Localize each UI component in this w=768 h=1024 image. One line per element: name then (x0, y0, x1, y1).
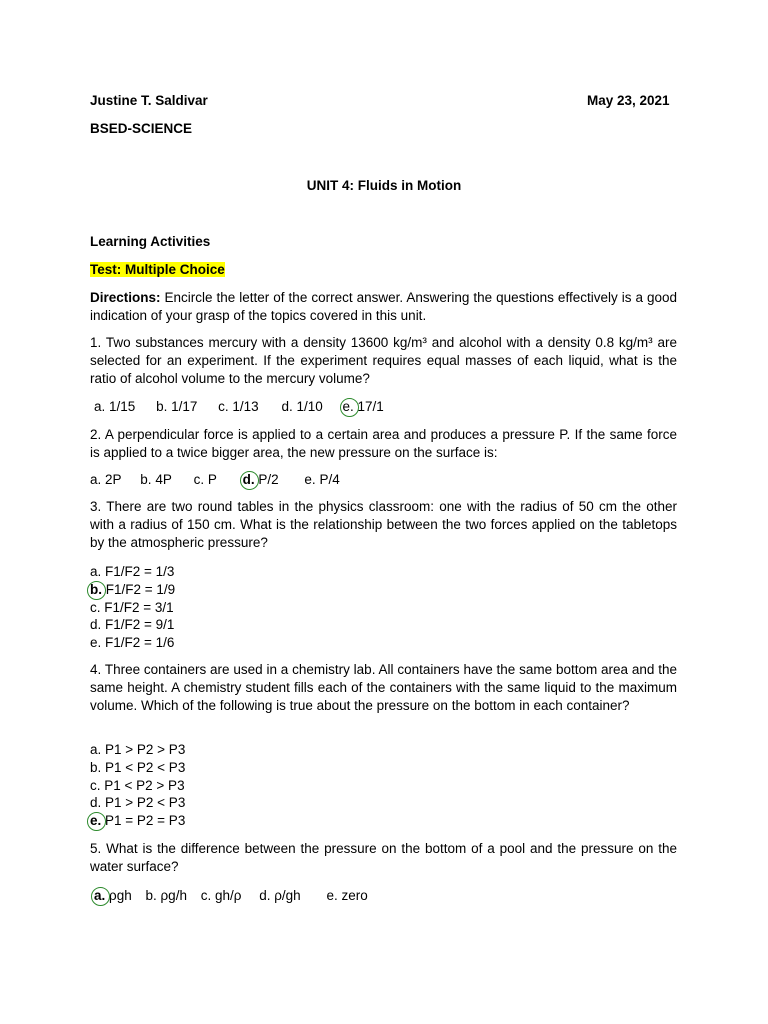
option-d[interactable]: d. P1 > P2 < P3 (90, 795, 186, 811)
option-c[interactable]: c. F1/F2 = 3/1 (90, 599, 174, 615)
option-b[interactable]: b. ρg/h (145, 888, 187, 903)
option-c[interactable]: c. 1/13 (218, 399, 259, 414)
question-5: 5. What is the difference between the pressure on the bottom of a pool and the pressure on the water surface? (90, 841, 677, 874)
test-title (90, 262, 225, 277)
option-a[interactable]: a. 1/15 (94, 399, 136, 414)
option-c[interactable]: c. P1 < P2 > P3 (90, 777, 185, 793)
answer-circle-mark: e. (342, 399, 354, 414)
option-b-circled[interactable]: b. F1/F2 = 1/9 (90, 581, 176, 597)
option-c[interactable]: c. gh/ρ (200, 888, 242, 903)
option-e-circled[interactable]: e. 17/1 (342, 399, 384, 414)
option-a[interactable]: a. 2P (90, 472, 122, 487)
option-e[interactable]: e. F1/F2 = 1/6 (90, 635, 175, 651)
option-a[interactable]: a. P1 > P2 > P3 (90, 742, 186, 757)
question-3-options (90, 563, 175, 652)
option-d[interactable]: d. F1/F2 = 9/1 (90, 617, 175, 633)
course: BSED-SCIENCE (90, 121, 193, 136)
option-e[interactable]: e. zero (326, 888, 368, 903)
date: May 23, 2021 (587, 93, 670, 108)
answer-circle-mark: e. (90, 813, 102, 829)
question-1: 1. Two substances mercury with a density 13600 kg/m³ and alcohol with a density 0.8 kg/m³ are selected for an experiment. If the experiment requires equal masses of each liquid, what is the ratio of alcohol volume to the mercury volume? (90, 335, 677, 386)
question-2-options (90, 471, 340, 489)
answer-circle-mark: a. (94, 888, 106, 903)
directions (90, 289, 677, 325)
option-d-circled[interactable]: d. P/2 (242, 472, 279, 487)
question-4-options (90, 741, 185, 830)
option-b[interactable]: b. 1/17 (156, 399, 198, 414)
directions-label: Directions: (90, 290, 161, 305)
option-a-circled[interactable]: a. ρgh (94, 888, 132, 903)
answer-circle-mark: d. (242, 472, 255, 487)
question-2: 2. A perpendicular force is applied to a certain area and produces a pressure P. If the same force is applied to a twice bigger area, the new pressure on the surface is: (90, 427, 677, 460)
test-title-text: Test: Multiple Choice (90, 262, 225, 277)
option-e[interactable]: e. P/4 (304, 472, 340, 487)
option-d[interactable]: d. ρ/gh (259, 888, 301, 903)
question-4: 4. Three containers are used in a chemistry lab. All containers have the same bottom area and the same height. A chemistry student fills each of the containers with the same liquid to the maximum volume. Which of the following is true about the pressure on the bottom in each container? (90, 662, 677, 713)
answer-circle-mark: b. (90, 581, 102, 597)
unit-title: UNIT 4: Fluids in Motion (306, 178, 462, 193)
option-d[interactable]: d. 1/10 (281, 399, 323, 414)
option-a[interactable]: a. F1/F2 = 1/3 (90, 564, 175, 579)
directions-text: Encircle the letter of the correct answer. Answering the questions effectively is a good indication of your grasp of the topics covered in this unit. (90, 290, 677, 323)
option-b[interactable]: b. 4P (140, 472, 172, 487)
question-3: 3. There are two round tables in the physics classroom: one with the radius of 50 cm the other with a radius of 150 cm. What is the relationship between the two forces applied on the tabletops by the atmospheric pressure? (90, 499, 677, 550)
section-title: Learning Activities (90, 234, 211, 249)
student-name: Justine T. Saldivar (90, 93, 208, 108)
question-1-options (94, 398, 384, 416)
option-e-circled[interactable]: e. P1 = P2 = P3 (90, 813, 186, 829)
option-b[interactable]: b. P1 < P2 < P3 (90, 759, 186, 775)
question-5-options (94, 887, 368, 905)
option-c[interactable]: c. P (193, 472, 217, 487)
